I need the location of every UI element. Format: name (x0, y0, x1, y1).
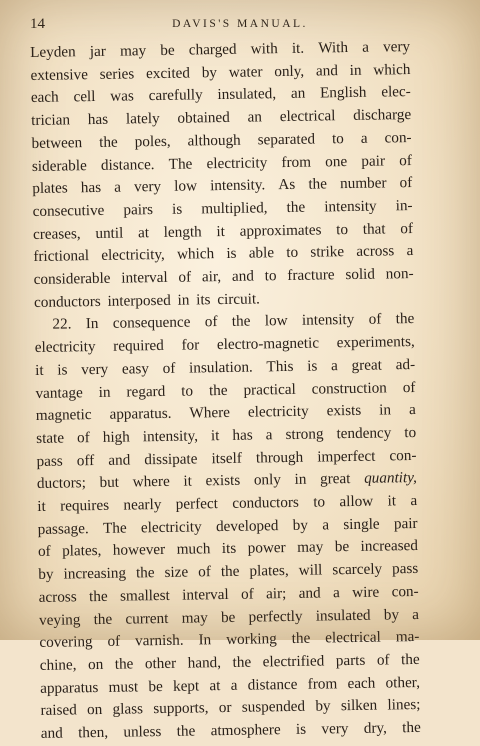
text-line: chine, on the other hand, the electrified parts of the (39, 650, 420, 674)
text-line: electricity required for electro-magnetic experiments, (34, 333, 415, 357)
text-line: magnetic apparatus. Where electricity exists in a (35, 401, 416, 425)
text-line: covering of varnish. In working the electrical ma- (39, 628, 420, 652)
text-line: trician has lately obtained an electrical discharge (31, 106, 412, 130)
text-line: passage. The electricity developed by a single pair (37, 514, 418, 538)
text-line: each cell was carefully insulated, an English elec- (30, 83, 411, 107)
text-line: Leyden jar may be charged with it. With a very (30, 38, 411, 61)
text-line: conductors interposed in its circuit. (33, 290, 261, 311)
text-line: of plates, however much its power may be increased (37, 537, 419, 561)
text-line: veying the current may be perfectly insulated by a (38, 605, 420, 629)
text-line: ductors; but where it exists only in great quantity, (36, 469, 417, 493)
body-text (30, 36, 421, 746)
running-head: DAVIS'S MANUAL. (172, 18, 308, 30)
text-line: it requires nearly perfect conductors to allow it a (37, 492, 418, 516)
text-line: it is very easy of insulation. This is a great ad- (35, 355, 416, 379)
text-line: extensive series excited by water only, and in which (30, 60, 411, 84)
text-line: apparatus must be kept at a distance from each other, (40, 673, 421, 697)
page-number: 14 (30, 16, 45, 32)
text-line: by increasing the size of the plates, will scarcely pass (38, 560, 419, 584)
text-line: plates has a very low intensity. As the number of (32, 174, 413, 198)
text-line: 22. In consequence of the low intensity of the (52, 310, 415, 334)
page-header (30, 16, 450, 36)
text-line: pass off and dissipate itself through imperfect con- (36, 446, 417, 470)
text-line: creases, until at length it approximates to that of (32, 219, 414, 243)
text-line: siderable distance. The electricity from one pair of (31, 151, 412, 175)
text-line: and then, unless the atmosphere is very dry, the (40, 719, 421, 743)
text-line: consecutive pairs is multiplied, the intensity in- (32, 196, 413, 220)
text-line: between the poles, although separated to a con- (31, 128, 412, 152)
text-line: across the smallest interval of air; and a wire con- (38, 582, 419, 606)
text-line: state of high intensity, it has a strong tendency to (36, 423, 417, 447)
text-line: raised on glass supports, or suspended by silken lines; (40, 696, 421, 720)
text-line: considerable interval of air, and to fracture solid non- (33, 265, 414, 289)
text-line: vantage in regard to the practical construction of (35, 378, 416, 402)
text-line: frictional electricity, which is able to strike across a (33, 242, 414, 266)
